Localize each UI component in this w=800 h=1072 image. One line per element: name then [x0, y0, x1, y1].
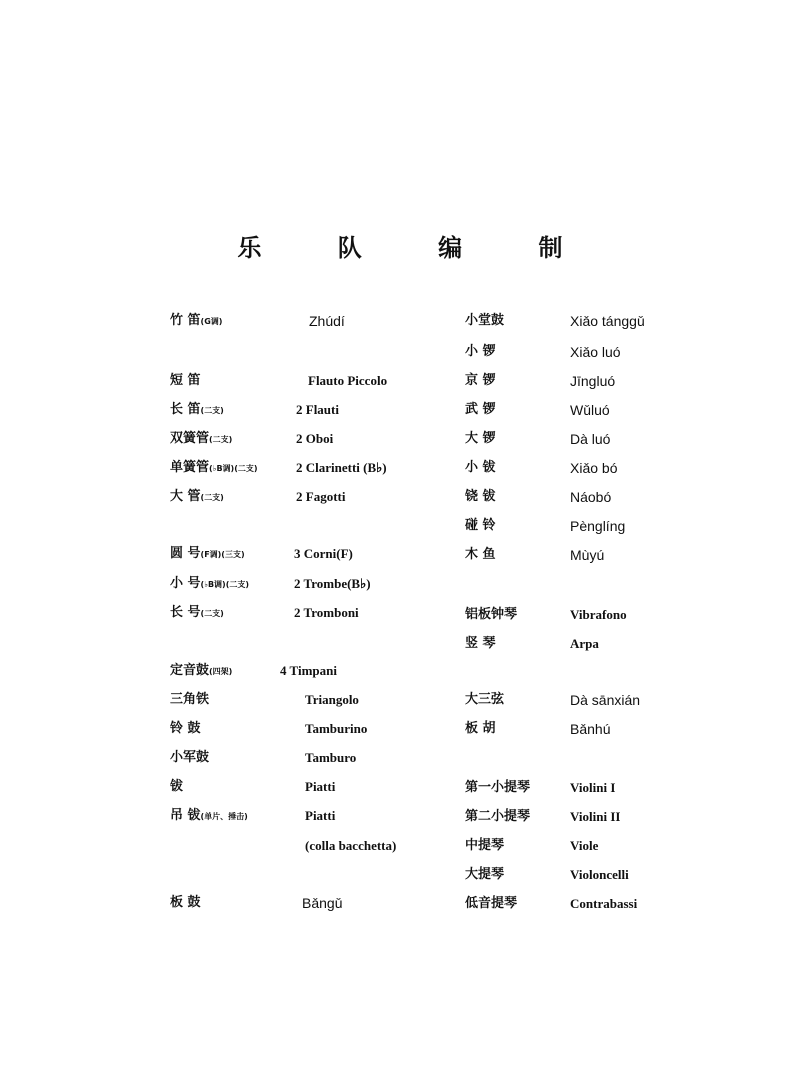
instrument-italian-name: Bǎnhú — [570, 721, 611, 737]
instrument-italian-name: Dà luó — [570, 431, 611, 447]
instrument-italian-name: Tamburo — [305, 750, 357, 765]
instrument-italian-name: Dà sānxián — [570, 692, 641, 708]
instrument-italian-name: (colla bacchetta) — [305, 838, 397, 853]
instrument-italian-name: Xiǎo tánggǔ — [570, 313, 645, 329]
instrument-italian-name: Jīngluó — [570, 373, 616, 389]
instrument-italian-name: Tamburino — [305, 721, 368, 736]
instrument-italian-name: Viole — [570, 838, 599, 853]
instrument-chinese-label: 双簧管 — [170, 431, 210, 446]
instrument-note: (二支) — [209, 435, 233, 444]
instrument-chinese-label: 小军鼓 — [170, 750, 210, 765]
instrument-italian-name: Wǔluó — [570, 402, 610, 418]
instrument-italian-name: Xiǎo luó — [570, 344, 621, 360]
instrument-chinese-name — [170, 719, 201, 739]
instrument-italian-name: Piatti — [305, 779, 336, 794]
instrument-chinese-label: 圆 号 — [170, 546, 201, 561]
instrument-chinese-label: 长 笛 — [170, 402, 201, 417]
instrument-italian-name: 2 Flauti — [296, 402, 339, 417]
instrument-chinese-name: 木 鱼 — [465, 547, 496, 562]
instrument-chinese-name — [170, 429, 232, 450]
instrument-chinese-label: 钹 — [170, 779, 184, 794]
instrument-chinese-label: 大 管 — [170, 489, 201, 504]
instrument-chinese-name: 铙 钹 — [465, 489, 496, 504]
instrument-chinese-name — [170, 400, 224, 421]
page-title: 乐 队 编 制 — [237, 234, 597, 262]
instrument-italian-name: Pènglíng — [570, 518, 626, 534]
instrument-chinese-name: 第一小提琴 — [465, 780, 531, 795]
instrument-italian-name: Zhúdí — [309, 313, 345, 329]
instrument-note: (四架) — [209, 667, 233, 676]
instrument-italian-name: Violini II — [570, 809, 621, 824]
instrument-note: (单片、捶击) — [200, 812, 248, 821]
instrument-chinese-label: 单簧管 — [170, 460, 210, 475]
instrument-italian-name: Violoncelli — [570, 867, 629, 882]
instrument-chinese-name — [170, 806, 248, 827]
instrument-chinese-name — [170, 777, 183, 797]
instrument-chinese-name: 大三弦 — [465, 692, 505, 707]
instrument-italian-name: Vibrafono — [570, 607, 627, 622]
instrument-chinese-name — [170, 487, 224, 508]
instrument-chinese-name: 低音提琴 — [465, 896, 518, 911]
instrument-chinese-label: 短 笛 — [170, 373, 201, 388]
instrument-chinese-name: 碰 铃 — [465, 518, 496, 533]
instrument-italian-name: Arpa — [570, 636, 599, 651]
instrument-note: (♭B调)(二支) — [209, 464, 258, 473]
instrument-italian-name: 2 Clarinetti (B♭) — [296, 460, 387, 475]
instrument-chinese-name: 板 胡 — [465, 721, 496, 736]
instrument-chinese-name — [170, 893, 201, 913]
instrument-chinese-label: 铃 鼓 — [170, 721, 201, 736]
instrument-chinese-name: 竖 琴 — [465, 636, 496, 651]
instrument-chinese-name — [170, 690, 209, 710]
instrument-chinese-label: 长 号 — [170, 605, 201, 620]
instrument-note: (二支) — [200, 609, 224, 618]
instrument-note: (二支) — [200, 493, 224, 502]
instrument-chinese-name: 第二小提琴 — [465, 809, 531, 824]
instrument-chinese-label: 板 鼓 — [170, 895, 201, 910]
instrument-chinese-name: 大提琴 — [465, 867, 505, 882]
instrument-chinese-name: 中提琴 — [465, 838, 505, 853]
instrument-chinese-name — [170, 311, 222, 332]
instrument-italian-name: 3 Corni(F) — [294, 546, 353, 561]
instrument-note: (♭B调)(二支) — [200, 580, 250, 589]
instrument-italian-name: Xiǎo bó — [570, 460, 618, 476]
instrument-note: (二支) — [200, 406, 224, 415]
instrument-chinese-name — [170, 603, 224, 624]
instrument-chinese-name — [170, 458, 258, 479]
instrument-italian-name: Bǎngǔ — [302, 895, 343, 911]
instrument-chinese-name — [170, 371, 201, 391]
instrument-chinese-name: 京 锣 — [465, 373, 496, 388]
instrument-chinese-label: 三角铁 — [170, 692, 210, 707]
instrument-italian-name: Piatti — [305, 808, 336, 823]
instrument-italian-name: 2 Trombe(B♭) — [294, 576, 371, 591]
instrument-chinese-label: 定音鼓 — [170, 663, 210, 678]
instrument-italian-name: Flauto Piccolo — [308, 373, 388, 388]
instrument-chinese-name — [170, 748, 209, 768]
instrument-chinese-name: 小 锣 — [465, 344, 496, 359]
instrument-chinese-label: 竹 笛 — [170, 313, 201, 328]
instrument-chinese-name: 大 锣 — [465, 431, 496, 446]
instrument-chinese-name: 铝板钟琴 — [465, 607, 518, 622]
instrument-chinese-name: 武 锣 — [465, 402, 496, 417]
instrument-italian-name: 2 Tromboni — [294, 605, 359, 620]
instrument-italian-name: Violini I — [570, 780, 616, 795]
instrument-italian-name: Náobó — [570, 489, 612, 505]
instrument-chinese-name — [170, 544, 245, 565]
instrument-chinese-name — [170, 661, 232, 682]
instrument-chinese-name: 小 钹 — [465, 460, 496, 475]
instrument-italian-name: 2 Oboi — [296, 431, 334, 446]
instrument-note: (G调) — [200, 317, 223, 326]
instrument-italian-name: 2 Fagotti — [296, 489, 346, 504]
instrument-chinese-name — [170, 574, 249, 595]
instrument-chinese-name: 小堂鼓 — [465, 313, 505, 328]
instrument-note: (F调)(三支) — [200, 550, 245, 559]
instrument-chinese-label: 吊 钹 — [170, 808, 201, 823]
instrument-italian-name: Contrabassi — [570, 896, 638, 911]
instrument-italian-name: 4 Timpani — [280, 663, 337, 678]
instrument-chinese-label: 小 号 — [170, 576, 201, 591]
instrument-italian-name: Triangolo — [305, 692, 359, 707]
instrument-italian-name: Mùyú — [570, 547, 605, 563]
